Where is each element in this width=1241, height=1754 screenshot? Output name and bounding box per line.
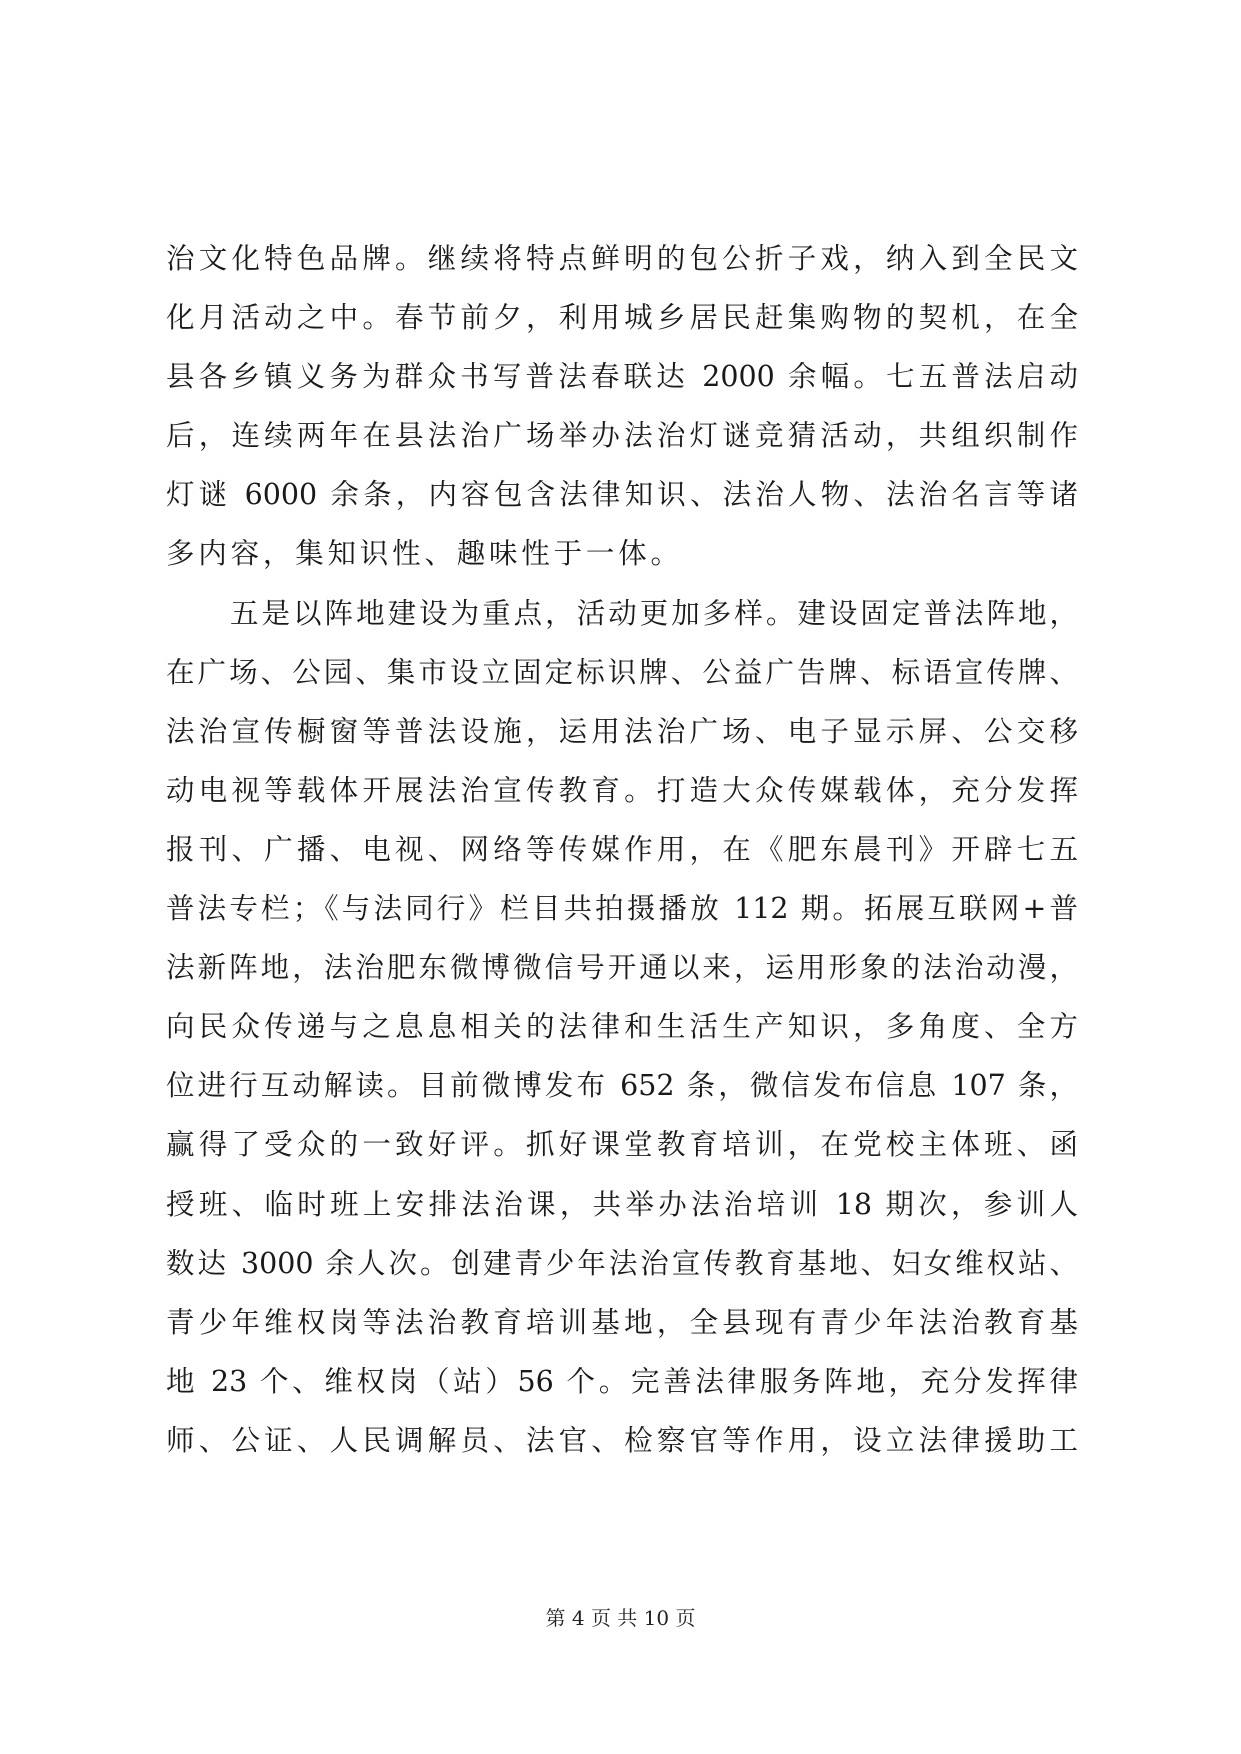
text-line: 后，连续两年在县法治广场举办法治灯谜竞猜活动，共组织制作 xyxy=(166,419,1078,453)
text-line: 法治宣传橱窗等普法设施，运用法治广场、电子显示屏、公交移 xyxy=(166,714,1078,748)
text-line: 地 23 个、维权岗（站）56 个。完善法律服务阵地，充分发挥律 xyxy=(166,1364,1078,1398)
text-line: 报刊、广播、电视、网络等传媒作用，在《肥东晨刊》开辟七五 xyxy=(166,832,1078,866)
paragraph-start-line: 五是以阵地建设为重点，活动更加多样。建设固定普法阵地， xyxy=(230,596,1078,630)
text-line: 治文化特色品牌。继续将特点鲜明的包公折子戏，纳入到全民文 xyxy=(166,242,1078,275)
text-line: 多内容，集知识性、趣味性于一体。 xyxy=(166,537,683,571)
text-line: 动电视等载体开展法治宣传教育。打造大众传媒载体，充分发挥 xyxy=(166,773,1078,807)
text-line: 师、公证、人民调解员、法官、检察官等作用，设立法律援助工 xyxy=(166,1423,1078,1457)
body-text xyxy=(166,229,1078,1470)
text-line: 青少年维权岗等法治教育培训基地，全县现有青少年法治教育基 xyxy=(166,1305,1078,1339)
text-line: 在广场、公园、集市设立固定标识牌、公益广告牌、标语宣传牌、 xyxy=(166,655,1078,689)
text-line: 化月活动之中。春节前夕，利用城乡居民赶集购物的契机，在全 xyxy=(166,301,1078,335)
text-line: 向民众传递与之息息相关的法律和生活生产知识，多角度、全方 xyxy=(166,1010,1078,1044)
text-line: 普法专栏；《与法同行》栏目共拍摄播放 112 期。拓展互联网+普 xyxy=(166,892,1078,926)
page-footer: 第 4 页 共 10 页 xyxy=(545,1606,696,1630)
text-line: 位进行互动解读。目前微博发布 652 条，微信发布信息 107 条， xyxy=(166,1069,1078,1103)
text-line: 授班、临时班上安排法治课，共举办法治培训 18 期次，参训人 xyxy=(166,1187,1078,1221)
text-line: 法新阵地，法治肥东微博微信号开通以来，运用形象的法治动漫， xyxy=(166,951,1078,985)
text-line: 赢得了受众的一致好评。抓好课堂教育培训，在党校主体班、函 xyxy=(166,1128,1078,1162)
text-line: 数达 3000 余人次。创建青少年法治宣传教育基地、妇女维权站、 xyxy=(166,1246,1078,1280)
text-line: 灯谜 6000 余条，内容包含法律知识、法治人物、法治名言等诸 xyxy=(166,478,1078,512)
text-line: 县各乡镇义务为群众书写普法春联达 2000 余幅。七五普法启动 xyxy=(166,360,1078,394)
